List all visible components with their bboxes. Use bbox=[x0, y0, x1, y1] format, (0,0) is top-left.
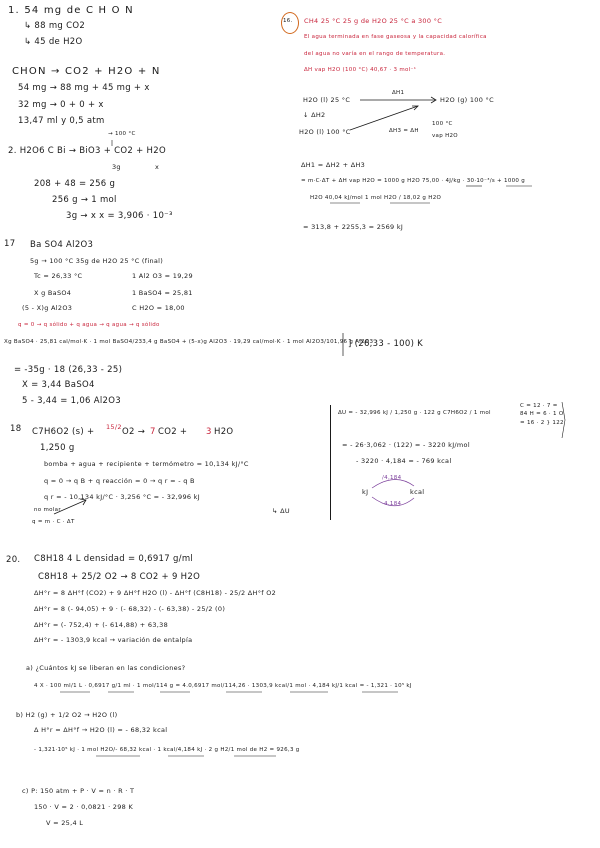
p2-sub-mass: 3g bbox=[112, 163, 121, 171]
p2-condition: → 100 °C bbox=[108, 131, 136, 137]
p18-coef-h2o: 3 bbox=[206, 427, 212, 437]
p17-heat-balance: q = 0 → q sólido + q agua → q agua → q sólido bbox=[18, 322, 160, 328]
p1-volume: 13,47 ml y 0,5 atm bbox=[18, 116, 105, 126]
p2-molar-mass: 208 + 48 = 256 g bbox=[34, 179, 116, 189]
p18-sample-mass: 1,250 g bbox=[40, 443, 75, 453]
p18-reaction-a: C7H6O2 (s) + bbox=[32, 427, 95, 437]
p18-reaction-c: CO2 + bbox=[158, 427, 188, 437]
p16-state-middle: H2O (l) 100 °C bbox=[299, 128, 351, 136]
p20-hess-result: ΔH°r = - 1303,9 kcal → variación de entalpía bbox=[34, 636, 193, 644]
p20-answer-a: 4 X · 100 ml/1 L · 0,6917 g/1 ml · 1 mol/114 g = 4.0,6917 mol/114,26 · 1303,9 kcal/1 mol · 4,184 kJ/1 kcal = - 1,321 · 10⁵ kJ bbox=[34, 683, 412, 689]
p2-ratio: 256 g → 1 mol bbox=[52, 195, 117, 205]
du-per-mol: = - 26·3,062 · (122) = - 3220 kJ/mol bbox=[342, 441, 470, 449]
p2-sub-x: x bbox=[155, 163, 160, 171]
du-kcal: - 3220 · 4,184 = - 769 kcal bbox=[356, 457, 452, 465]
p20-answer-b-1: Δ H°r = ΔH°f → H2O (l) = - 68,32 kcal bbox=[34, 726, 168, 734]
du-kcal-label: kcal bbox=[410, 488, 425, 496]
p1-mass-row-2: 32 mg → 0 + 0 + x bbox=[18, 100, 104, 110]
p16-hess-result: = 313,8 + 2255,3 = 2569 kJ bbox=[303, 223, 404, 231]
p1-mass-row: 54 mg → 88 mg + 45 mg + x bbox=[18, 83, 150, 93]
du-molar-mass-note: C = 12 · 7 = 84 H = 6 · 1 O = 16 · 2 } 122 bbox=[520, 403, 564, 426]
p16-dh3-sub: vap H2O bbox=[432, 133, 458, 139]
p20-hess-general: ΔH°r = 8 ΔH°f (CO2) + 9 ΔH°f H2O (l) - ΔH°f (C8H18) - 25/2 ΔH°f O2 bbox=[34, 589, 277, 597]
p17-mass-al2o3: (5 - X)g Al2O3 bbox=[22, 304, 73, 312]
p18-reaction-b: O2 → bbox=[122, 427, 146, 437]
p16-dh1-label: ΔH1 bbox=[392, 90, 405, 96]
p1-co2: ↳ 88 mg CO2 bbox=[24, 21, 86, 31]
p1-h2o: ↳ 45 de H2O bbox=[24, 37, 83, 47]
p20-hess-values: ΔH°r = 8 (- 94,05) + 9 · (- 68,32) - (- 63,38) - 25/2 (0) bbox=[34, 605, 226, 613]
p18-heat-zero: q = 0 → q B + q reacción = 0 → q r = - q B bbox=[44, 477, 195, 485]
p20-reaction: C8H18 + 25/2 O2 → 8 CO2 + 9 H2O bbox=[38, 572, 201, 582]
p18-coef-co2: 7 bbox=[150, 427, 156, 437]
p16-state-initial: H2O (l) 25 °C bbox=[303, 96, 351, 104]
p20-question-b: b) H2 (g) + 1/2 O2 → H2O (l) bbox=[16, 711, 118, 719]
p17-final-temp: Tc = 26,33 °C bbox=[34, 272, 83, 280]
p16-vap-enthalpy: ΔH vap H2O (100 °C) 40,67 · 3 mol⁻¹ bbox=[304, 67, 417, 73]
p16-hess-expansion: = m·C·ΔT + ΔH vap H2O = 1000 g H2O 75,00 · 4J/kg · 30·10⁻³/s + 1000 g bbox=[301, 178, 526, 184]
p17-cp-al2o3: 1 Al2 O3 = 19,29 bbox=[132, 272, 193, 280]
du-kj-label: kJ bbox=[362, 488, 369, 496]
p2-reaction: 2. H2O6 C Bi → BiO3 + CO2 + H2O bbox=[8, 146, 166, 156]
p20-number: 20. bbox=[6, 555, 21, 565]
p20-hess-sum: ΔH°r = (- 752,4) + (- 614,88) + 63,38 bbox=[34, 621, 169, 629]
p20-answer-c-1: 150 · V = 2 · 0,0821 · 298 K bbox=[34, 803, 134, 811]
du-arrow-top: /4,184 bbox=[382, 475, 402, 481]
p16-dh2-label: ↓ ΔH2 bbox=[303, 111, 326, 119]
p18-no-molar-note: no molar bbox=[34, 507, 61, 513]
du-equation: ΔU = - 32,996 kJ / 1,250 g · 122 g C7H6O2 / 1 mol bbox=[338, 410, 491, 416]
p17-conditions: 5g → 100 °C 35g de H2O 25 °C (final) bbox=[30, 257, 164, 265]
p18-heat-formula: q = m · C · ΔT bbox=[32, 519, 75, 525]
p1-statement: 1. 54 mg de C H O N bbox=[8, 5, 134, 16]
p16-statement: CH4 25 °C 25 g de H2O 25 °C a 300 °C bbox=[304, 17, 443, 25]
p17-cp-baso4: 1 BaSO4 = 25,81 bbox=[132, 289, 193, 297]
du-arrow-bottom: ·4,184 bbox=[382, 501, 402, 507]
p18-heat-reaction: q r = - 10,134 kJ/°C · 3,256 °C = - 32,996 kJ bbox=[44, 493, 200, 501]
p20-question-c: c) P: 150 atm + P · V = n · R · T bbox=[22, 787, 135, 795]
p20-question-a: a) ¿Cuántos kJ se liberan en las condiciones? bbox=[26, 664, 186, 672]
p17-cp-water: C H2O = 18,00 bbox=[132, 304, 185, 312]
p20-answer-c-2: V = 25,4 L bbox=[46, 819, 84, 827]
p17-compounds: Ba SO4 Al2O3 bbox=[30, 240, 94, 250]
p17-equation-bracket: ] (26,33 - 100) K bbox=[348, 339, 424, 349]
p16-hess-law: ΔH1 = ΔH2 + ΔH3 bbox=[301, 161, 366, 169]
p18-calorimeter: bomba + agua + recipiente + termómetro = 10,134 kJ/°C bbox=[44, 460, 249, 468]
p17-equation: Xg BaSO4 · 25,81 cal/mol·K · 1 mol BaSO4/233,4 g BaSO4 + (5-x)g Al2O3 · 19,29 cal/mol·K · 1 mol Al2O3/101,96 g Al2O3 bbox=[4, 339, 374, 345]
p20-answer-b-2: - 1,321·10⁵ kJ · 1 mol H2O/- 68,32 kcal · 1 kcal/4,184 kJ · 2 g H2/1 mol de H2 = 926,3 g bbox=[34, 747, 300, 753]
p1-reaction: CHON → CO2 + H2O + N bbox=[12, 66, 161, 77]
p2-result: 3g → x x = 3,906 · 10⁻³ bbox=[66, 211, 173, 221]
p17-result-baso4: X = 3,44 BaSO4 bbox=[22, 380, 95, 390]
p16-condition-2: del agua no varía en el rango de temperatura. bbox=[304, 51, 446, 57]
p16-state-final: H2O (g) 100 °C bbox=[440, 96, 494, 104]
p17-number: 17 bbox=[4, 239, 16, 249]
p18-delta-u-note: ↳ ΔU bbox=[272, 507, 290, 515]
p16-hess-factors: H2O 40,04 kJ/mol 1 mol H2O / 18,02 g H2O bbox=[310, 195, 442, 201]
p16-condition-1: El agua terminada en fase gaseosa y la capacidad calorífica bbox=[304, 34, 487, 40]
p16-dh3-label: ΔH3 = ΔH bbox=[389, 128, 419, 134]
p18-number: 18 bbox=[10, 424, 22, 434]
p17-equation-2: = -35g · 18 (26,33 - 25) bbox=[14, 365, 123, 375]
p18-reaction-d: H2O bbox=[214, 427, 234, 437]
p18-coef-o2: 15/2 bbox=[106, 423, 122, 431]
p17-result-al2o3: 5 - 3,44 = 1,06 Al2O3 bbox=[22, 396, 121, 406]
p16-dh3-temp: 100 °C bbox=[432, 121, 453, 127]
p20-data: C8H18 4 L densidad = 0,6917 g/ml bbox=[34, 554, 194, 564]
p16-number: 16. bbox=[283, 18, 293, 24]
p17-mass-baso4: X g BaSO4 bbox=[34, 289, 72, 297]
